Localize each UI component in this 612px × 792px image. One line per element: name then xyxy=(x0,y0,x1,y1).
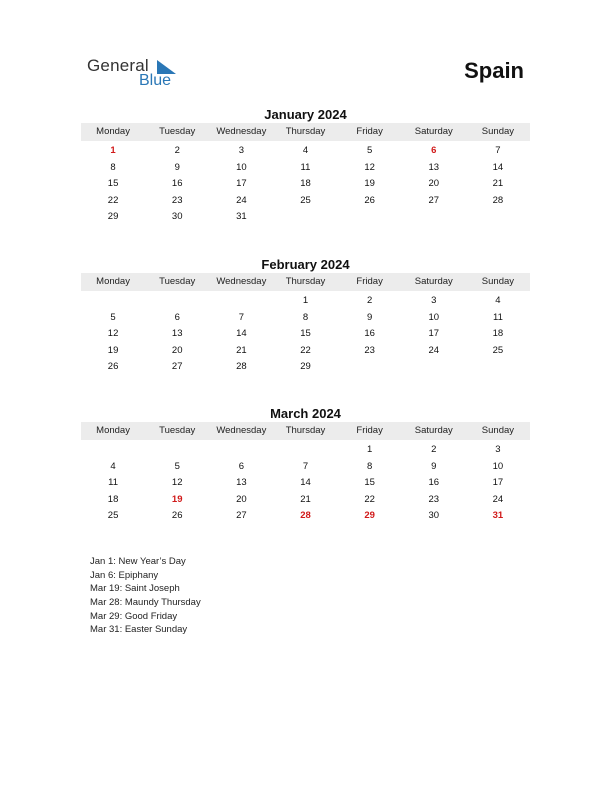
day-cell: 7 xyxy=(495,145,501,156)
day-cell: 21 xyxy=(300,493,311,505)
logo-text-blue: Blue xyxy=(139,72,172,89)
empty-day-cell xyxy=(273,442,337,459)
holiday-item: Mar 28: Maundy Thursday xyxy=(90,597,201,609)
day-cell: 17 xyxy=(236,178,247,189)
days-grid xyxy=(81,293,530,376)
day-cell: 20 xyxy=(428,178,440,189)
day-cell: 22 xyxy=(107,194,119,206)
holiday-day-cell: 1 xyxy=(110,145,116,156)
weekday-label: Sunday xyxy=(481,126,515,137)
day-cell: 6 xyxy=(174,311,180,323)
holiday-item: Mar 29: Good Friday xyxy=(90,610,178,622)
day-cell: 14 xyxy=(236,328,247,339)
day-cell: 4 xyxy=(495,295,501,306)
day-cell: 14 xyxy=(492,161,504,173)
day-cell: 23 xyxy=(428,493,440,505)
day-cell: 12 xyxy=(171,477,183,488)
day-cell: 9 xyxy=(431,460,437,472)
holiday-item: Jan 1: New Year’s Day xyxy=(90,556,186,567)
day-cell: 26 xyxy=(107,361,119,372)
day-cell: 21 xyxy=(492,178,504,189)
day-cell: 18 xyxy=(107,493,119,505)
month-title: February 2024 xyxy=(261,257,350,272)
day-cell: 7 xyxy=(238,311,244,323)
day-cell: 16 xyxy=(364,328,375,339)
day-cell: 27 xyxy=(171,361,183,372)
day-cell: 25 xyxy=(107,510,119,521)
month-title: January 2024 xyxy=(264,107,347,122)
day-cell: 2 xyxy=(174,145,180,156)
day-cell: 19 xyxy=(364,178,375,189)
day-cell: 18 xyxy=(300,178,311,189)
weekday-label: Tuesday xyxy=(159,276,196,287)
day-cell: 2 xyxy=(366,295,373,306)
day-cell: 27 xyxy=(428,194,440,206)
days-grid xyxy=(81,143,530,226)
days-grid xyxy=(81,442,530,525)
day-cell: 11 xyxy=(492,311,503,323)
day-cell: 17 xyxy=(428,328,440,339)
holiday-item: Jan 6: Epiphany xyxy=(90,569,159,581)
day-cell: 5 xyxy=(366,145,373,156)
weekday-label: Friday xyxy=(356,425,383,436)
day-cell: 3 xyxy=(431,295,437,306)
weekday-label: Monday xyxy=(96,425,130,436)
day-cell: 6 xyxy=(238,460,244,472)
day-cell: 11 xyxy=(300,161,311,173)
day-cell: 26 xyxy=(364,194,375,206)
weekday-label: Sunday xyxy=(481,276,515,287)
weekday-label: Thursday xyxy=(285,126,326,137)
day-cell: 21 xyxy=(236,344,247,356)
day-cell: 13 xyxy=(236,477,247,488)
day-cell: 20 xyxy=(171,344,183,356)
day-cell: 3 xyxy=(238,145,244,156)
day-cell: 16 xyxy=(171,178,183,189)
day-cell: 30 xyxy=(428,510,440,521)
day-cell: 25 xyxy=(492,344,504,356)
weekday-label: Tuesday xyxy=(159,126,196,137)
logo-text-general: General xyxy=(87,56,149,75)
month-march xyxy=(81,405,530,525)
day-cell: 2 xyxy=(431,444,437,455)
empty-day-cell xyxy=(145,442,209,459)
day-cell: 25 xyxy=(300,194,311,206)
day-cell: 23 xyxy=(364,344,375,356)
day-cell: 13 xyxy=(171,328,183,339)
day-cell: 22 xyxy=(300,344,311,356)
weekday-label: Saturday xyxy=(414,126,453,137)
day-cell: 1 xyxy=(302,295,309,306)
holiday-day-cell: 19 xyxy=(171,493,183,505)
day-cell: 4 xyxy=(110,460,116,472)
weekday-header-row xyxy=(81,123,530,141)
day-cell: 31 xyxy=(236,211,247,222)
weekday-label: Wednesday xyxy=(216,276,267,287)
day-cell: 15 xyxy=(107,178,119,189)
weekday-label: Monday xyxy=(96,276,130,287)
holiday-day-cell: 29 xyxy=(364,510,375,521)
country-title: Spain xyxy=(464,58,524,83)
holiday-item: Mar 31: Easter Sunday xyxy=(90,624,188,636)
day-cell: 8 xyxy=(110,161,116,173)
day-cell: 8 xyxy=(302,311,309,323)
day-cell: 9 xyxy=(366,311,373,323)
day-cell: 1 xyxy=(366,444,373,455)
day-cell: 20 xyxy=(236,493,247,505)
day-cell: 23 xyxy=(171,194,183,206)
weekday-label: Thursday xyxy=(285,276,326,287)
day-cell: 16 xyxy=(428,477,440,488)
generalblue-logo xyxy=(87,56,197,92)
day-cell: 30 xyxy=(171,211,183,222)
weekday-label: Sunday xyxy=(481,425,515,436)
day-cell: 9 xyxy=(174,161,180,173)
holiday-day-cell: 31 xyxy=(492,510,504,521)
day-cell: 12 xyxy=(364,161,375,173)
day-cell: 28 xyxy=(236,361,247,372)
day-cell: 10 xyxy=(492,460,504,472)
day-cell: 10 xyxy=(236,161,247,173)
day-cell: 14 xyxy=(300,477,311,488)
month-january xyxy=(81,106,530,226)
holiday-day-cell: 28 xyxy=(300,510,311,521)
day-cell: 24 xyxy=(492,493,504,505)
day-cell: 29 xyxy=(107,211,119,222)
weekday-label: Friday xyxy=(356,126,383,137)
weekday-label: Saturday xyxy=(414,425,453,436)
day-cell: 28 xyxy=(492,194,504,206)
day-cell: 29 xyxy=(300,361,311,372)
day-cell: 5 xyxy=(174,460,180,472)
weekday-label: Wednesday xyxy=(216,425,267,436)
day-cell: 5 xyxy=(110,311,116,323)
empty-day-cell xyxy=(81,293,145,310)
weekday-label: Tuesday xyxy=(159,425,196,436)
day-cell: 15 xyxy=(300,328,311,339)
day-cell: 24 xyxy=(428,344,440,356)
empty-day-cell xyxy=(145,293,209,310)
empty-day-cell xyxy=(209,293,273,310)
day-cell: 19 xyxy=(107,344,119,356)
weekday-header-row xyxy=(81,422,530,440)
day-cell: 12 xyxy=(107,328,119,339)
day-cell: 7 xyxy=(302,460,309,472)
month-february xyxy=(81,256,530,376)
day-cell: 13 xyxy=(428,161,440,173)
day-cell: 27 xyxy=(236,510,247,521)
weekday-label: Saturday xyxy=(414,276,453,287)
weekday-label: Monday xyxy=(96,126,130,137)
month-title: March 2024 xyxy=(270,406,341,421)
day-cell: 8 xyxy=(366,460,373,472)
day-cell: 10 xyxy=(428,311,440,323)
day-cell: 24 xyxy=(236,194,247,206)
day-cell: 17 xyxy=(492,477,504,488)
holiday-day-cell: 6 xyxy=(431,145,437,156)
weekday-label: Wednesday xyxy=(216,126,267,137)
empty-day-cell xyxy=(81,442,145,459)
day-cell: 18 xyxy=(492,328,504,339)
holiday-item: Mar 19: Saint Joseph xyxy=(90,583,180,595)
holiday-list xyxy=(90,555,201,637)
day-cell: 4 xyxy=(302,145,309,156)
day-cell: 3 xyxy=(495,444,501,455)
empty-day-cell xyxy=(209,442,273,459)
day-cell: 11 xyxy=(108,477,118,488)
weekday-header-row xyxy=(81,273,530,291)
day-cell: 15 xyxy=(364,477,375,488)
weekday-label: Friday xyxy=(356,276,383,287)
day-cell: 26 xyxy=(171,510,183,521)
weekday-label: Thursday xyxy=(285,425,326,436)
day-cell: 22 xyxy=(364,493,375,505)
